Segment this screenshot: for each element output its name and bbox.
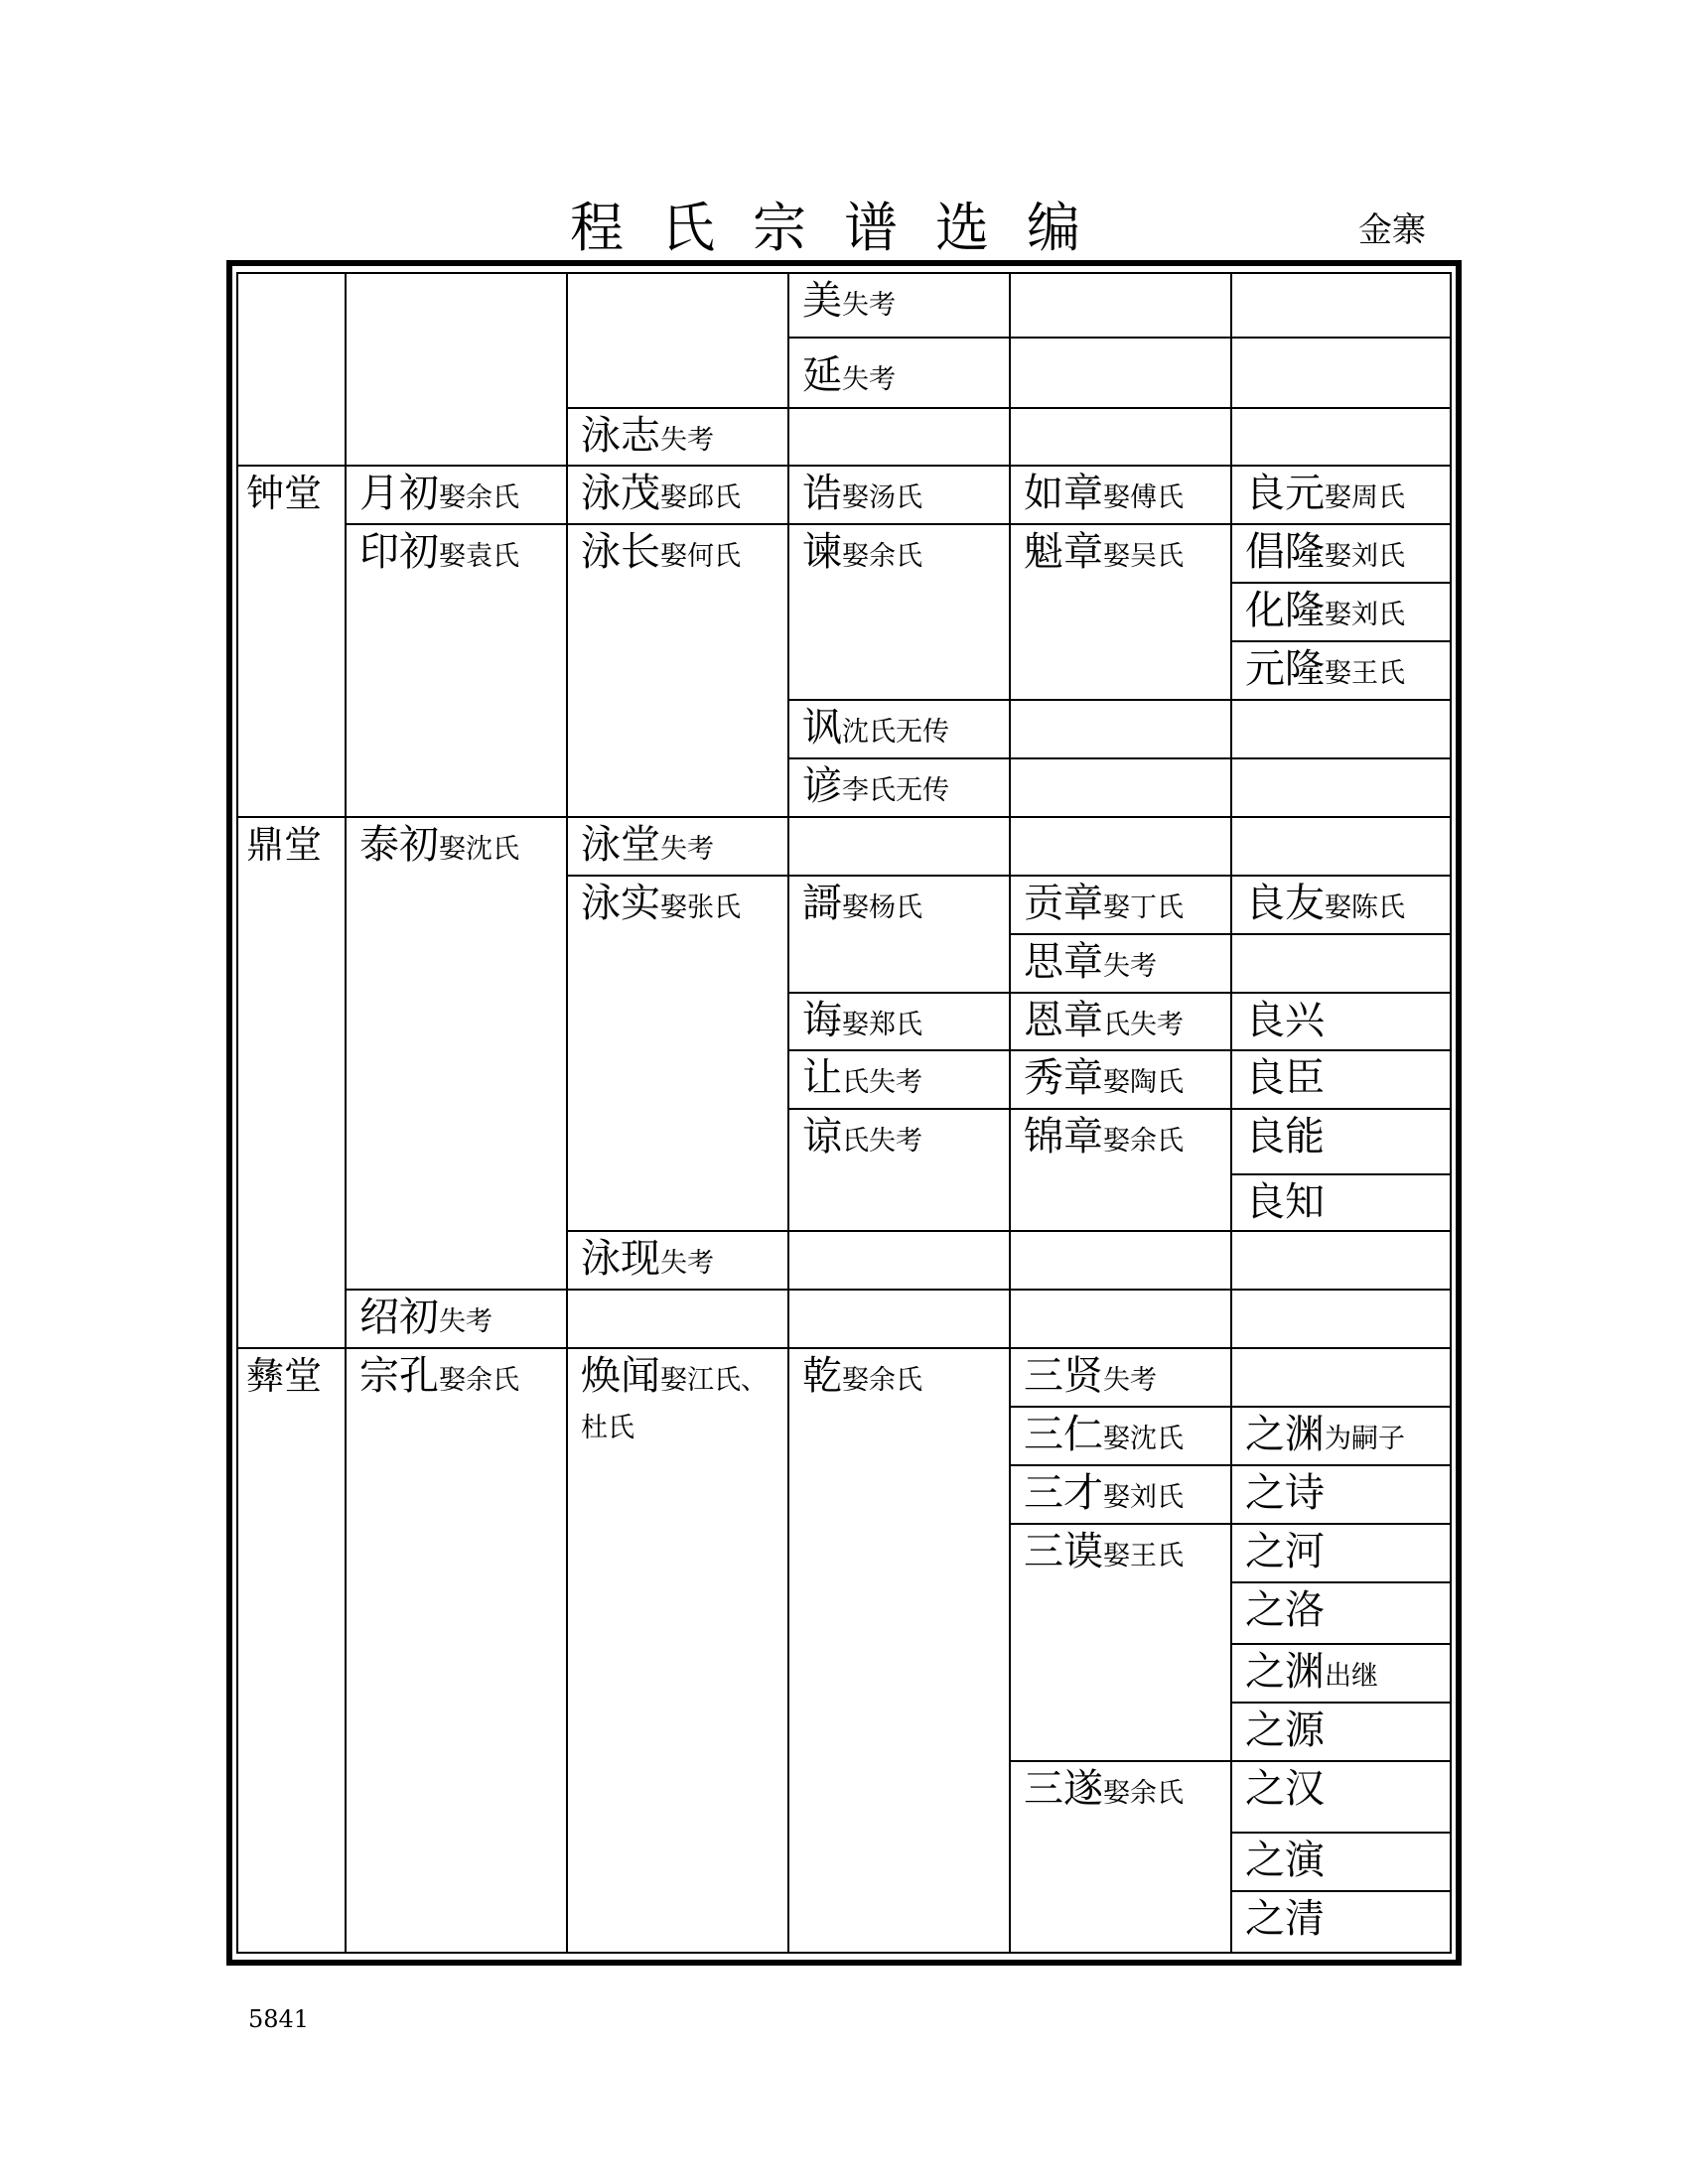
genealogy-entry: 月初娶余氏 (359, 471, 519, 516)
genealogy-entry: 三仁娶沈氏 (1024, 1412, 1184, 1457)
row-divider (787, 337, 1452, 339)
genealogy-entry: 宗孔娶余氏 (359, 1353, 519, 1399)
genealogy-entry: 之洛 (1245, 1587, 1325, 1633)
row-divider (787, 699, 1452, 701)
tang-label: 彝堂 (246, 1354, 323, 1398)
genealogy-entry: 恩章氏失考 (1024, 998, 1184, 1043)
row-divider (1230, 1702, 1452, 1704)
row-divider (1230, 640, 1452, 642)
row-divider (566, 875, 1452, 877)
genealogy-entry: 焕闻娶江氏、 (581, 1353, 768, 1399)
row-divider (1230, 1890, 1452, 1892)
genealogy-entry: 贡章娶丁氏 (1024, 881, 1184, 926)
row-divider (1009, 1523, 1452, 1525)
row-divider (1230, 1173, 1452, 1175)
genealogy-entry: 如章娶傅氏 (1024, 471, 1184, 516)
genealogy-entry: 延失考 (802, 352, 896, 398)
genealogy-entry: 讽沈氏无传 (802, 705, 949, 751)
genealogy-entry: 之渊出继 (1245, 1649, 1378, 1695)
genealogy-entry: 印初娶袁氏 (359, 529, 519, 575)
genealogy-entry: 三才娶刘氏 (1024, 1470, 1184, 1516)
genealogy-entry: 魁章娶吴氏 (1024, 529, 1184, 575)
page-title: 程氏宗谱选编 (570, 197, 1118, 259)
genealogy-entry: 化隆娶刘氏 (1245, 588, 1405, 633)
tang-label: 钟堂 (246, 472, 323, 515)
genealogy-entry: 之源 (1245, 1707, 1325, 1753)
genealogy-entry: 泰初娶沈氏 (359, 822, 519, 868)
row-divider (1230, 1832, 1452, 1834)
genealogy-entry: 泳现失考 (581, 1236, 714, 1282)
genealogy-entry: 思章失考 (1024, 939, 1157, 985)
row-divider (1009, 1760, 1452, 1762)
genealogy-entry: 谚李氏无传 (802, 763, 949, 809)
genealogy-entry: 元隆娶王氏 (1245, 646, 1405, 692)
genealogy-entry: 谅氏失考 (802, 1114, 922, 1160)
genealogy-entry: 良能 (1245, 1114, 1325, 1160)
row-divider (787, 1049, 1452, 1051)
row-divider (1230, 1581, 1452, 1583)
genealogy-entry: 诲娶郑氏 (802, 998, 922, 1043)
row-divider (566, 407, 1452, 409)
row-divider (566, 1230, 1452, 1232)
genealogy-entry: 泳堂失考 (581, 822, 714, 868)
genealogy-entry: 诰娶汤氏 (802, 471, 922, 516)
genealogy-entry: 之汉 (1245, 1766, 1325, 1812)
genealogy-entry: 泳志失考 (581, 413, 714, 459)
row-divider (1009, 933, 1452, 935)
row-divider (345, 523, 1452, 525)
genealogy-entry: 绍初失考 (359, 1295, 492, 1340)
genealogy-entry: 良臣 (1245, 1055, 1325, 1101)
genealogy-entry: 之演 (1245, 1838, 1325, 1883)
row-divider (1009, 1464, 1452, 1466)
row-divider (345, 1289, 1452, 1291)
genealogy-entry: 三贤失考 (1024, 1353, 1157, 1399)
genealogy-entry: 锦章娶余氏 (1024, 1114, 1184, 1160)
place-label: 金寨 (1358, 210, 1426, 250)
genealogy-entry: 之渊为嗣子 (1245, 1412, 1405, 1457)
genealogy-entry: 倡隆娶刘氏 (1245, 529, 1405, 575)
genealogy-entry: 三谟娶王氏 (1024, 1529, 1184, 1574)
genealogy-note: 杜氏 (581, 1413, 634, 1443)
genealogy-entry: 謌娶杨氏 (802, 881, 922, 926)
genealogy-entry: 之河 (1245, 1529, 1325, 1574)
row-divider (236, 1347, 1452, 1349)
row-divider (1009, 1406, 1452, 1408)
genealogy-entry: 泳长娶何氏 (581, 529, 741, 575)
row-divider (787, 1108, 1452, 1110)
row-divider (1230, 582, 1452, 584)
genealogy-entry: 良知 (1245, 1179, 1325, 1225)
tang-label: 鼎堂 (246, 823, 323, 867)
row-divider (787, 757, 1452, 759)
genealogy-entry: 美失考 (802, 278, 896, 324)
genealogy-entry: 良元娶周氏 (1245, 471, 1405, 516)
row-divider (236, 816, 1452, 818)
page-number: 5841 (248, 2005, 310, 2033)
genealogy-entry: 乾娶余氏 (802, 1353, 922, 1399)
genealogy-entry: 之清 (1245, 1896, 1325, 1942)
genealogy-entry: 三遂娶余氏 (1024, 1766, 1184, 1812)
genealogy-entry: 让氏失考 (802, 1055, 922, 1101)
genealogy-entry: 谏娶余氏 (802, 529, 922, 575)
genealogy-entry: 泳茂娶邱氏 (581, 471, 741, 516)
row-divider (787, 992, 1452, 994)
genealogy-entry: 良友娶陈氏 (1245, 881, 1405, 926)
row-divider (1230, 1643, 1452, 1645)
genealogy-entry: 泳实娶张氏 (581, 881, 741, 926)
row-divider (236, 465, 1452, 467)
genealogy-entry: 良兴 (1245, 998, 1325, 1043)
genealogy-entry: 秀章娶陶氏 (1024, 1055, 1184, 1101)
genealogy-entry: 之诗 (1245, 1470, 1325, 1516)
